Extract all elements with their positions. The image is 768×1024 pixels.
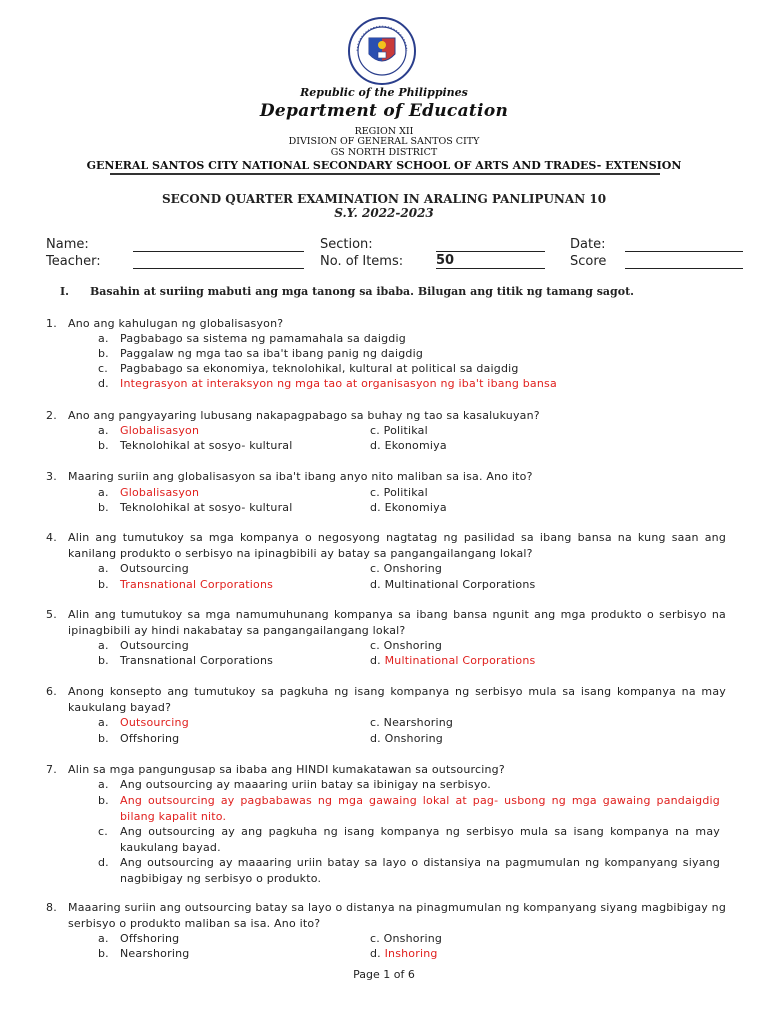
choice-7d[interactable]: d. Ang outsourcing ay maaaring uriin batay sa layo o distansiya na pagmumulan ng kompanyang siyang nagbibigay ng serbisyo o produkto. (98, 856, 720, 885)
items-line (436, 268, 545, 269)
question-3: 3. Maaring suriin ang globalisasyon sa iba't ibang anyo nito maliban sa isa. Ano ito? (46, 470, 533, 483)
choice-7a[interactable]: a. Ang outsourcing ay maaaring uriin batay sa ibinigay na serbisyo. (98, 778, 491, 791)
name-label: Name: (46, 237, 89, 252)
items-label: No. of Items: (320, 254, 404, 269)
choice-8c[interactable]: c. Onshoring (370, 932, 443, 945)
items-value: 50 (436, 253, 455, 268)
question-8: 8. Maaaring suriin ang outsourcing batay sa layo o distanya na pinagmumulan ng kompanyang siyang magbibigay ng serbisyo o produkto maliban sa isa. Ano ito? (46, 901, 727, 930)
choice-4b[interactable]: b. Transnational Corporations (98, 578, 274, 591)
choice-4a[interactable]: a. Outsourcing (98, 562, 189, 575)
choice-8a[interactable]: a. Offshoring (98, 932, 180, 945)
choice-1c[interactable]: c. Pagbabago sa ekonomiya, teknolohikal, kultural at political sa daigdig (98, 362, 519, 375)
choice-5d[interactable]: d. Multinational Corporations (370, 654, 536, 667)
choice-6c[interactable]: c. Nearshoring (370, 716, 454, 729)
date-line[interactable] (625, 251, 743, 252)
question-4: 4. Alin ang tumutukoy sa mga kompanya o negosyong nagtatag ng pasilidad sa ibang bansa na kung saan ang kanilang produkto o serbisyo na ipinagbibili ay batay sa pangangailangang lokal? (46, 531, 726, 560)
instruction (60, 285, 720, 298)
choice-8b[interactable]: b. Nearshoring (98, 947, 190, 960)
question-number: 1. (46, 317, 57, 330)
choice-4d[interactable]: d. Multinational Corporations (370, 578, 536, 591)
score-label: Score (570, 254, 607, 269)
choice-7c[interactable]: c. Ang outsourcing ay ang pagkuha ng isang kompanya ng serbisyo mula sa isang kompanya na may kaukulang bayad. (98, 825, 720, 854)
instruction-text: Basahin at suriing mabuti ang mga tanong sa ibaba. Bilugan ang titik ng tamang sagot. (90, 285, 635, 298)
question-2: 2. Ano ang pangyayaring lubusang nakapagpabago sa buhay ng tao sa kasalukuyan? (46, 409, 540, 422)
date-label: Date: (570, 237, 606, 252)
instruction-number: I. (60, 285, 69, 298)
score-line[interactable] (625, 268, 743, 269)
teacher-line[interactable] (133, 268, 304, 269)
republic-title: Republic of the Philippines (300, 86, 468, 99)
section-line[interactable] (436, 251, 545, 252)
choice-2a[interactable]: a. Globalisasyon (98, 424, 200, 437)
page-number: Page 1 of 6 (353, 968, 415, 981)
question-5: 5. Alin ang tumutukoy sa mga namumuhunang kompanya sa ibang bansa ngunit ang mga produkto o serbisyo na ipinagbibili ay hindi nakabatay sa pangangailangang lokal? (46, 608, 726, 637)
choice-8d[interactable]: d. Inshoring (370, 947, 438, 960)
department-title: Department of Education (259, 101, 509, 121)
exam-title: SECOND QUARTER EXAMINATION IN ARALING PANLIPUNAN 10 (161, 192, 607, 206)
choice-5b[interactable]: b. Transnational Corporations (98, 654, 274, 667)
choice-7b[interactable]: b. Ang outsourcing ay pagbabawas ng mga gawaing lokal at pag- usbong ng mga gawaing pandaigdig bilang kapalit nito. (98, 794, 720, 823)
choice-2b[interactable]: b. Teknolohikal at sosyo- kultural (98, 439, 293, 452)
choice-1a[interactable]: a. Pagbabago sa sistema ng pamamahala sa daigdig (98, 332, 406, 345)
question-6: 6. Anong konsepto ang tumutukoy sa pagkuha ng isang kompanya ng serbisyo mula sa isang kompanya na may kaukulang bayad? (46, 685, 726, 714)
choice-3b[interactable]: b. Teknolohikal at sosyo- kultural (98, 501, 293, 514)
choice-3a[interactable]: a. Globalisasyon (98, 486, 200, 499)
choice-1d[interactable]: d. Integrasyon at interaksyon ng mga tao at organisasyon ng iba't ibang bansa (98, 377, 557, 390)
teacher-label: Teacher: (46, 254, 101, 269)
choice-3d[interactable]: d. Ekonomiya (370, 501, 447, 514)
choice-1b[interactable]: b. Paggalaw ng mga tao sa iba't ibang panig ng daigdig (98, 347, 424, 360)
choice-4c[interactable]: c. Onshoring (370, 562, 443, 575)
header-divider (110, 173, 660, 175)
division-label: DIVISION OF GENERAL SANTOS CITY (288, 136, 480, 147)
section-label: Section: (320, 237, 373, 252)
choice-6a[interactable]: a. Outsourcing (98, 716, 189, 729)
school-name: GENERAL SANTOS CITY NATIONAL SECONDARY SCHOOL OF ARTS AND TRADES- EXTENSION (86, 159, 682, 172)
district-label: GS NORTH DISTRICT (330, 147, 438, 158)
choice-5a[interactable]: a. Outsourcing (98, 639, 189, 652)
choice-2c[interactable]: c. Politikal (370, 424, 428, 437)
school-year: S.Y. 2022-2023 (334, 206, 434, 220)
question-1 (46, 316, 726, 332)
choice-6b[interactable]: b. Offshoring (98, 732, 180, 745)
name-line[interactable] (133, 251, 304, 252)
choice-6d[interactable]: d. Onshoring (370, 732, 443, 745)
region-label: REGION XII (354, 126, 414, 137)
choice-3c[interactable]: c. Politikal (370, 486, 428, 499)
deped-seal-icon (347, 16, 417, 86)
question-7: 7. Alin sa mga pangungusap sa ibaba ang HINDI kumakatawan sa outsourcing? (46, 763, 505, 776)
choice-5c[interactable]: c. Onshoring (370, 639, 443, 652)
choice-2d[interactable]: d. Ekonomiya (370, 439, 447, 452)
question-stem: Ano ang kahulugan ng globalisasyon? (68, 317, 284, 330)
